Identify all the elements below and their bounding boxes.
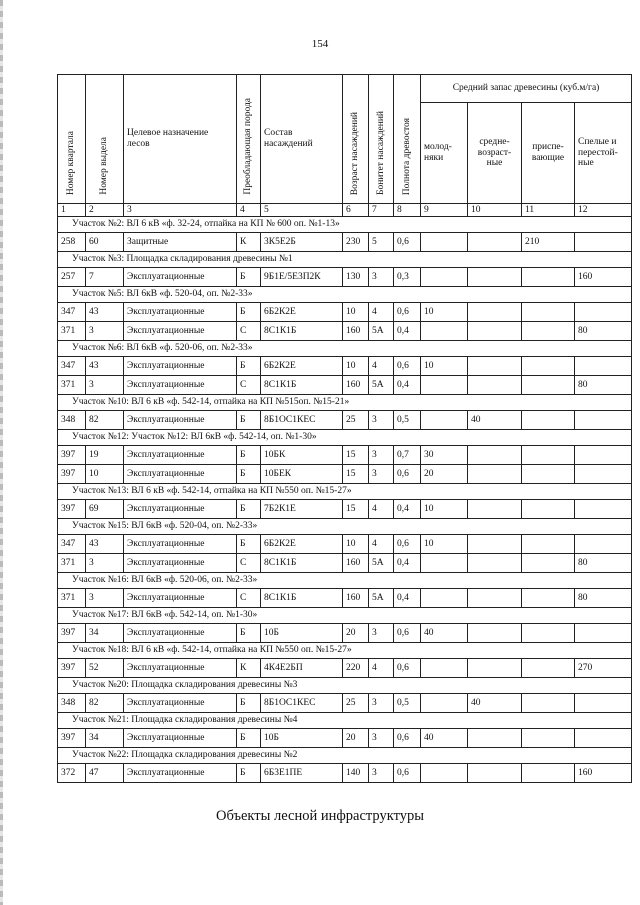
table-row bbox=[58, 659, 632, 678]
young-stock-cell bbox=[421, 376, 468, 395]
table-row bbox=[58, 535, 632, 554]
table-row bbox=[58, 554, 632, 573]
section-title: Участок №13: ВЛ 6 кВ «ф. 542-14, отпайка на КП №550 оп. №15-27» bbox=[58, 484, 632, 500]
bonitet-cell: 5А bbox=[369, 589, 394, 608]
section-cell: 3 bbox=[86, 376, 124, 395]
maturing-stock-cell bbox=[522, 624, 575, 643]
maturing-stock-cell bbox=[522, 446, 575, 465]
section-title: Участок №16: ВЛ 6кВ «ф. 520-06, оп. №2-33» bbox=[58, 573, 632, 589]
density-cell: 0,3 bbox=[394, 268, 421, 287]
section-title: Участок №3: Площадка складирования древесины №1 bbox=[58, 252, 632, 268]
density-cell: 0,6 bbox=[394, 357, 421, 376]
section-cell: 43 bbox=[86, 303, 124, 322]
section-cell: 3 bbox=[86, 554, 124, 573]
quarter-cell: 397 bbox=[58, 500, 86, 519]
section-cell: 43 bbox=[86, 535, 124, 554]
species-cell: Б bbox=[237, 729, 261, 748]
purpose-cell: Эксплуатационные bbox=[124, 500, 237, 519]
age-cell: 20 bbox=[343, 624, 369, 643]
density-cell: 0,4 bbox=[394, 376, 421, 395]
species-cell: Б bbox=[237, 694, 261, 713]
mature-stock-cell bbox=[575, 729, 632, 748]
middle-stock-cell bbox=[468, 357, 522, 376]
age-cell: 160 bbox=[343, 554, 369, 573]
young-stock-cell bbox=[421, 233, 468, 252]
middle-stock-cell bbox=[468, 659, 522, 678]
column-number: 2 bbox=[86, 204, 124, 217]
section-cell: 10 bbox=[86, 465, 124, 484]
purpose-cell: Эксплуатационные bbox=[124, 465, 237, 484]
quarter-cell: 397 bbox=[58, 465, 86, 484]
density-cell: 0,4 bbox=[394, 589, 421, 608]
table-row bbox=[58, 465, 632, 484]
section-title-row bbox=[58, 519, 632, 535]
bonitet-cell: 3 bbox=[369, 268, 394, 287]
section-title: Участок №17: ВЛ 6кВ «ф. 542-14, оп. №1-30» bbox=[58, 608, 632, 624]
species-cell: С bbox=[237, 322, 261, 341]
middle-stock-cell bbox=[468, 268, 522, 287]
composition-cell: 8Б1ОС1КЕС bbox=[261, 694, 343, 713]
bonitet-cell: 3 bbox=[369, 465, 394, 484]
mature-stock-cell bbox=[575, 303, 632, 322]
age-cell: 220 bbox=[343, 659, 369, 678]
composition-cell: 10Б bbox=[261, 729, 343, 748]
section-title: Участок №15: ВЛ 6кВ «ф. 520-04, оп. №2-33» bbox=[58, 519, 632, 535]
table-row bbox=[58, 446, 632, 465]
composition-cell: 10БК bbox=[261, 446, 343, 465]
mature-stock-cell: 160 bbox=[575, 268, 632, 287]
mature-stock-cell: 80 bbox=[575, 554, 632, 573]
forest-inventory-table bbox=[57, 74, 632, 783]
purpose-cell: Эксплуатационные bbox=[124, 589, 237, 608]
purpose-cell: Эксплуатационные bbox=[124, 322, 237, 341]
purpose-cell: Эксплуатационные bbox=[124, 764, 237, 783]
table-row bbox=[58, 268, 632, 287]
species-cell: Б bbox=[237, 268, 261, 287]
species-cell: Б bbox=[237, 303, 261, 322]
young-stock-cell bbox=[421, 411, 468, 430]
composition-cell: 8С1К1Б bbox=[261, 554, 343, 573]
young-stock-cell: 10 bbox=[421, 303, 468, 322]
column-number: 8 bbox=[394, 204, 421, 217]
header-bonitet: Бонитет насаждений bbox=[369, 75, 394, 204]
purpose-cell: Эксплуатационные bbox=[124, 694, 237, 713]
maturing-stock-cell bbox=[522, 500, 575, 519]
section-cell: 82 bbox=[86, 411, 124, 430]
column-number-row bbox=[58, 204, 632, 217]
density-cell: 0,6 bbox=[394, 303, 421, 322]
section-cell: 47 bbox=[86, 764, 124, 783]
column-number: 5 bbox=[261, 204, 343, 217]
maturing-stock-cell bbox=[522, 554, 575, 573]
header-composition: Состав насаждений bbox=[261, 75, 343, 204]
maturing-stock-cell bbox=[522, 357, 575, 376]
column-number: 10 bbox=[468, 204, 522, 217]
composition-cell: 8С1К1Б bbox=[261, 376, 343, 395]
quarter-cell: 371 bbox=[58, 554, 86, 573]
header-density: Полнота древостоя bbox=[394, 75, 421, 204]
young-stock-cell: 20 bbox=[421, 465, 468, 484]
section-title: Участок №12: Участок №12: ВЛ 6кВ «ф. 542-14, оп. №1-30» bbox=[58, 430, 632, 446]
species-cell: Б bbox=[237, 764, 261, 783]
middle-stock-cell bbox=[468, 535, 522, 554]
mature-stock-cell bbox=[575, 411, 632, 430]
purpose-cell: Эксплуатационные bbox=[124, 357, 237, 376]
density-cell: 0,4 bbox=[394, 500, 421, 519]
maturing-stock-cell bbox=[522, 411, 575, 430]
column-number: 3 bbox=[124, 204, 237, 217]
maturing-stock-cell bbox=[522, 268, 575, 287]
bonitet-cell: 5А bbox=[369, 322, 394, 341]
scan-edge bbox=[0, 0, 3, 905]
density-cell: 0,6 bbox=[394, 659, 421, 678]
density-cell: 0,6 bbox=[394, 465, 421, 484]
section-title-row bbox=[58, 573, 632, 589]
mature-stock-cell bbox=[575, 233, 632, 252]
composition-cell: 6Б3Е1ПЕ bbox=[261, 764, 343, 783]
bonitet-cell: 5 bbox=[369, 233, 394, 252]
age-cell: 25 bbox=[343, 411, 369, 430]
density-cell: 0,6 bbox=[394, 729, 421, 748]
age-cell: 160 bbox=[343, 376, 369, 395]
mature-stock-cell bbox=[575, 446, 632, 465]
table-row bbox=[58, 411, 632, 430]
young-stock-cell: 10 bbox=[421, 535, 468, 554]
density-cell: 0,6 bbox=[394, 624, 421, 643]
quarter-cell: 257 bbox=[58, 268, 86, 287]
density-cell: 0,4 bbox=[394, 322, 421, 341]
section-cell: 7 bbox=[86, 268, 124, 287]
species-cell: Б bbox=[237, 446, 261, 465]
quarter-cell: 348 bbox=[58, 694, 86, 713]
middle-stock-cell: 40 bbox=[468, 694, 522, 713]
bonitet-cell: 5А bbox=[369, 376, 394, 395]
purpose-cell: Эксплуатационные bbox=[124, 729, 237, 748]
section-cell: 52 bbox=[86, 659, 124, 678]
bonitet-cell: 3 bbox=[369, 764, 394, 783]
maturing-stock-cell bbox=[522, 465, 575, 484]
section-cell: 34 bbox=[86, 729, 124, 748]
young-stock-cell: 10 bbox=[421, 500, 468, 519]
section-title-row bbox=[58, 287, 632, 303]
purpose-cell: Эксплуатационные bbox=[124, 303, 237, 322]
section-title-row bbox=[58, 678, 632, 694]
section-title-row bbox=[58, 608, 632, 624]
middle-stock-cell bbox=[468, 554, 522, 573]
header-age: Возраст насаждений bbox=[343, 75, 369, 204]
young-stock-cell bbox=[421, 554, 468, 573]
young-stock-cell bbox=[421, 268, 468, 287]
section-cell: 3 bbox=[86, 589, 124, 608]
composition-cell: 4К4Е2БП bbox=[261, 659, 343, 678]
section-title-row bbox=[58, 748, 632, 764]
mature-stock-cell bbox=[575, 357, 632, 376]
bonitet-cell: 4 bbox=[369, 357, 394, 376]
age-cell: 15 bbox=[343, 465, 369, 484]
header-young: молод-няки bbox=[421, 103, 468, 204]
header-purpose: Целевое назначение лесов bbox=[124, 75, 237, 204]
section-title-row bbox=[58, 484, 632, 500]
composition-cell: 8С1К1Б bbox=[261, 589, 343, 608]
bonitet-cell: 4 bbox=[369, 659, 394, 678]
composition-cell: 10БЕК bbox=[261, 465, 343, 484]
species-cell: Б bbox=[237, 411, 261, 430]
young-stock-cell: 10 bbox=[421, 357, 468, 376]
maturing-stock-cell bbox=[522, 764, 575, 783]
column-number: 4 bbox=[237, 204, 261, 217]
section-cell: 82 bbox=[86, 694, 124, 713]
age-cell: 10 bbox=[343, 303, 369, 322]
middle-stock-cell bbox=[468, 764, 522, 783]
table-row bbox=[58, 589, 632, 608]
middle-stock-cell bbox=[468, 729, 522, 748]
bonitet-cell: 3 bbox=[369, 729, 394, 748]
mature-stock-cell: 270 bbox=[575, 659, 632, 678]
table-row bbox=[58, 233, 632, 252]
quarter-cell: 258 bbox=[58, 233, 86, 252]
section-cell: 19 bbox=[86, 446, 124, 465]
mature-stock-cell bbox=[575, 500, 632, 519]
species-cell: С bbox=[237, 589, 261, 608]
bonitet-cell: 5А bbox=[369, 554, 394, 573]
young-stock-cell bbox=[421, 764, 468, 783]
section-cell: 43 bbox=[86, 357, 124, 376]
age-cell: 230 bbox=[343, 233, 369, 252]
quarter-cell: 371 bbox=[58, 589, 86, 608]
section-title-row bbox=[58, 252, 632, 268]
maturing-stock-cell bbox=[522, 729, 575, 748]
mature-stock-cell: 80 bbox=[575, 376, 632, 395]
table-row bbox=[58, 764, 632, 783]
species-cell: Б bbox=[237, 465, 261, 484]
young-stock-cell bbox=[421, 589, 468, 608]
section-title: Участок №6: ВЛ 6кВ «ф. 520-06, оп. №2-33» bbox=[58, 341, 632, 357]
section-title: Участок №22: Площадка складирования древесины №2 bbox=[58, 748, 632, 764]
middle-stock-cell bbox=[468, 446, 522, 465]
table-row bbox=[58, 694, 632, 713]
quarter-cell: 347 bbox=[58, 303, 86, 322]
section-title-row bbox=[58, 430, 632, 446]
composition-cell: 6Б2К2Е bbox=[261, 357, 343, 376]
header-section: Номер выдела bbox=[86, 75, 124, 204]
young-stock-cell bbox=[421, 322, 468, 341]
table-row bbox=[58, 322, 632, 341]
young-stock-cell: 30 bbox=[421, 446, 468, 465]
composition-cell: 7Б2К1Е bbox=[261, 500, 343, 519]
maturing-stock-cell bbox=[522, 535, 575, 554]
table-row bbox=[58, 357, 632, 376]
mature-stock-cell bbox=[575, 624, 632, 643]
bonitet-cell: 4 bbox=[369, 303, 394, 322]
age-cell: 20 bbox=[343, 729, 369, 748]
quarter-cell: 347 bbox=[58, 535, 86, 554]
column-number: 11 bbox=[522, 204, 575, 217]
composition-cell: 3К5Е2Б bbox=[261, 233, 343, 252]
maturing-stock-cell bbox=[522, 322, 575, 341]
section-title: Участок №10: ВЛ 6 кВ «ф. 542-14, отпайка на КП №515оп. №15-21» bbox=[58, 395, 632, 411]
bonitet-cell: 3 bbox=[369, 411, 394, 430]
age-cell: 160 bbox=[343, 322, 369, 341]
bonitet-cell: 3 bbox=[369, 446, 394, 465]
purpose-cell: Эксплуатационные bbox=[124, 554, 237, 573]
section-cell: 3 bbox=[86, 322, 124, 341]
middle-stock-cell: 40 bbox=[468, 411, 522, 430]
quarter-cell: 397 bbox=[58, 729, 86, 748]
composition-cell: 6Б2К2Е bbox=[261, 303, 343, 322]
quarter-cell: 397 bbox=[58, 446, 86, 465]
section-title: Участок №21: Площадка складирования древесины №4 bbox=[58, 713, 632, 729]
density-cell: 0,6 bbox=[394, 535, 421, 554]
section-title-row bbox=[58, 341, 632, 357]
young-stock-cell bbox=[421, 659, 468, 678]
maturing-stock-cell bbox=[522, 589, 575, 608]
maturing-stock-cell bbox=[522, 659, 575, 678]
purpose-cell: Эксплуатационные bbox=[124, 535, 237, 554]
age-cell: 130 bbox=[343, 268, 369, 287]
middle-stock-cell bbox=[468, 303, 522, 322]
table-row bbox=[58, 624, 632, 643]
quarter-cell: 371 bbox=[58, 376, 86, 395]
species-cell: Б bbox=[237, 535, 261, 554]
purpose-cell: Эксплуатационные bbox=[124, 268, 237, 287]
section-title: Участок №2: ВЛ 6 кВ «ф. 32-24, отпайка на КП № 600 оп. №1-13» bbox=[58, 217, 632, 233]
species-cell: Б bbox=[237, 624, 261, 643]
species-cell: Б bbox=[237, 500, 261, 519]
density-cell: 0,4 bbox=[394, 554, 421, 573]
purpose-cell: Эксплуатационные bbox=[124, 624, 237, 643]
density-cell: 0,6 bbox=[394, 233, 421, 252]
mature-stock-cell bbox=[575, 465, 632, 484]
maturing-stock-cell: 210 bbox=[522, 233, 575, 252]
quarter-cell: 347 bbox=[58, 357, 86, 376]
density-cell: 0,7 bbox=[394, 446, 421, 465]
composition-cell: 10Б bbox=[261, 624, 343, 643]
species-cell: Б bbox=[237, 357, 261, 376]
bonitet-cell: 4 bbox=[369, 500, 394, 519]
purpose-cell: Эксплуатационные bbox=[124, 446, 237, 465]
mature-stock-cell: 160 bbox=[575, 764, 632, 783]
maturing-stock-cell bbox=[522, 303, 575, 322]
header-quarter: Номер квартала bbox=[58, 75, 86, 204]
section-cell: 69 bbox=[86, 500, 124, 519]
age-cell: 10 bbox=[343, 357, 369, 376]
young-stock-cell: 40 bbox=[421, 729, 468, 748]
maturing-stock-cell bbox=[522, 376, 575, 395]
middle-stock-cell bbox=[468, 500, 522, 519]
column-number: 6 bbox=[343, 204, 369, 217]
column-number: 9 bbox=[421, 204, 468, 217]
section-title-row bbox=[58, 217, 632, 233]
section-title: Участок №20: Площадка складирования древесины №3 bbox=[58, 678, 632, 694]
age-cell: 140 bbox=[343, 764, 369, 783]
density-cell: 0,5 bbox=[394, 411, 421, 430]
table-row bbox=[58, 303, 632, 322]
species-cell: С bbox=[237, 554, 261, 573]
composition-cell: 8Б1ОС1КЕС bbox=[261, 411, 343, 430]
age-cell: 25 bbox=[343, 694, 369, 713]
header-middle: средне-возраст-ные bbox=[468, 103, 522, 204]
quarter-cell: 372 bbox=[58, 764, 86, 783]
table-row bbox=[58, 376, 632, 395]
table-row bbox=[58, 500, 632, 519]
species-cell: К bbox=[237, 659, 261, 678]
maturing-stock-cell bbox=[522, 694, 575, 713]
section-title-row bbox=[58, 643, 632, 659]
age-cell: 15 bbox=[343, 500, 369, 519]
section-cell: 34 bbox=[86, 624, 124, 643]
middle-stock-cell bbox=[468, 376, 522, 395]
header-mature: Спелые и перестой-ные bbox=[575, 103, 632, 204]
section-cell: 60 bbox=[86, 233, 124, 252]
age-cell: 10 bbox=[343, 535, 369, 554]
composition-cell: 9Б1Е/5Е3П2К bbox=[261, 268, 343, 287]
quarter-cell: 397 bbox=[58, 659, 86, 678]
young-stock-cell bbox=[421, 694, 468, 713]
age-cell: 160 bbox=[343, 589, 369, 608]
mature-stock-cell: 80 bbox=[575, 589, 632, 608]
column-number: 12 bbox=[575, 204, 632, 217]
header-stock-group: Средний запас древесины (куб.м/га) bbox=[421, 75, 632, 103]
composition-cell: 8С1К1Б bbox=[261, 322, 343, 341]
section-title: Участок №18: ВЛ 6 кВ «ф. 542-14, отпайка на КП №550 оп. №15-27» bbox=[58, 643, 632, 659]
mature-stock-cell: 80 bbox=[575, 322, 632, 341]
bonitet-cell: 3 bbox=[369, 694, 394, 713]
purpose-cell: Эксплуатационные bbox=[124, 376, 237, 395]
quarter-cell: 348 bbox=[58, 411, 86, 430]
density-cell: 0,5 bbox=[394, 694, 421, 713]
species-cell: С bbox=[237, 376, 261, 395]
header-maturing: приспе-вающие bbox=[522, 103, 575, 204]
page-number: 154 bbox=[311, 38, 329, 50]
middle-stock-cell bbox=[468, 465, 522, 484]
density-cell: 0,6 bbox=[394, 764, 421, 783]
table-row bbox=[58, 729, 632, 748]
middle-stock-cell bbox=[468, 322, 522, 341]
infrastructure-heading: Объекты лесной инфраструктуры bbox=[216, 808, 424, 824]
header-species: Преобладающая порода bbox=[237, 75, 261, 204]
middle-stock-cell bbox=[468, 589, 522, 608]
age-cell: 15 bbox=[343, 446, 369, 465]
young-stock-cell: 40 bbox=[421, 624, 468, 643]
middle-stock-cell bbox=[468, 624, 522, 643]
column-number: 7 bbox=[369, 204, 394, 217]
bonitet-cell: 4 bbox=[369, 535, 394, 554]
composition-cell: 6Б2К2Е bbox=[261, 535, 343, 554]
quarter-cell: 371 bbox=[58, 322, 86, 341]
purpose-cell: Эксплуатационные bbox=[124, 411, 237, 430]
mature-stock-cell bbox=[575, 694, 632, 713]
purpose-cell: Эксплуатационные bbox=[124, 659, 237, 678]
middle-stock-cell bbox=[468, 233, 522, 252]
mature-stock-cell bbox=[575, 535, 632, 554]
species-cell: К bbox=[237, 233, 261, 252]
purpose-cell: Защитные bbox=[124, 233, 237, 252]
quarter-cell: 397 bbox=[58, 624, 86, 643]
section-title-row bbox=[58, 395, 632, 411]
section-title: Участок №5: ВЛ 6кВ «ф. 520-04, оп. №2-33» bbox=[58, 287, 632, 303]
column-number: 1 bbox=[58, 204, 86, 217]
section-title-row bbox=[58, 713, 632, 729]
bonitet-cell: 3 bbox=[369, 624, 394, 643]
